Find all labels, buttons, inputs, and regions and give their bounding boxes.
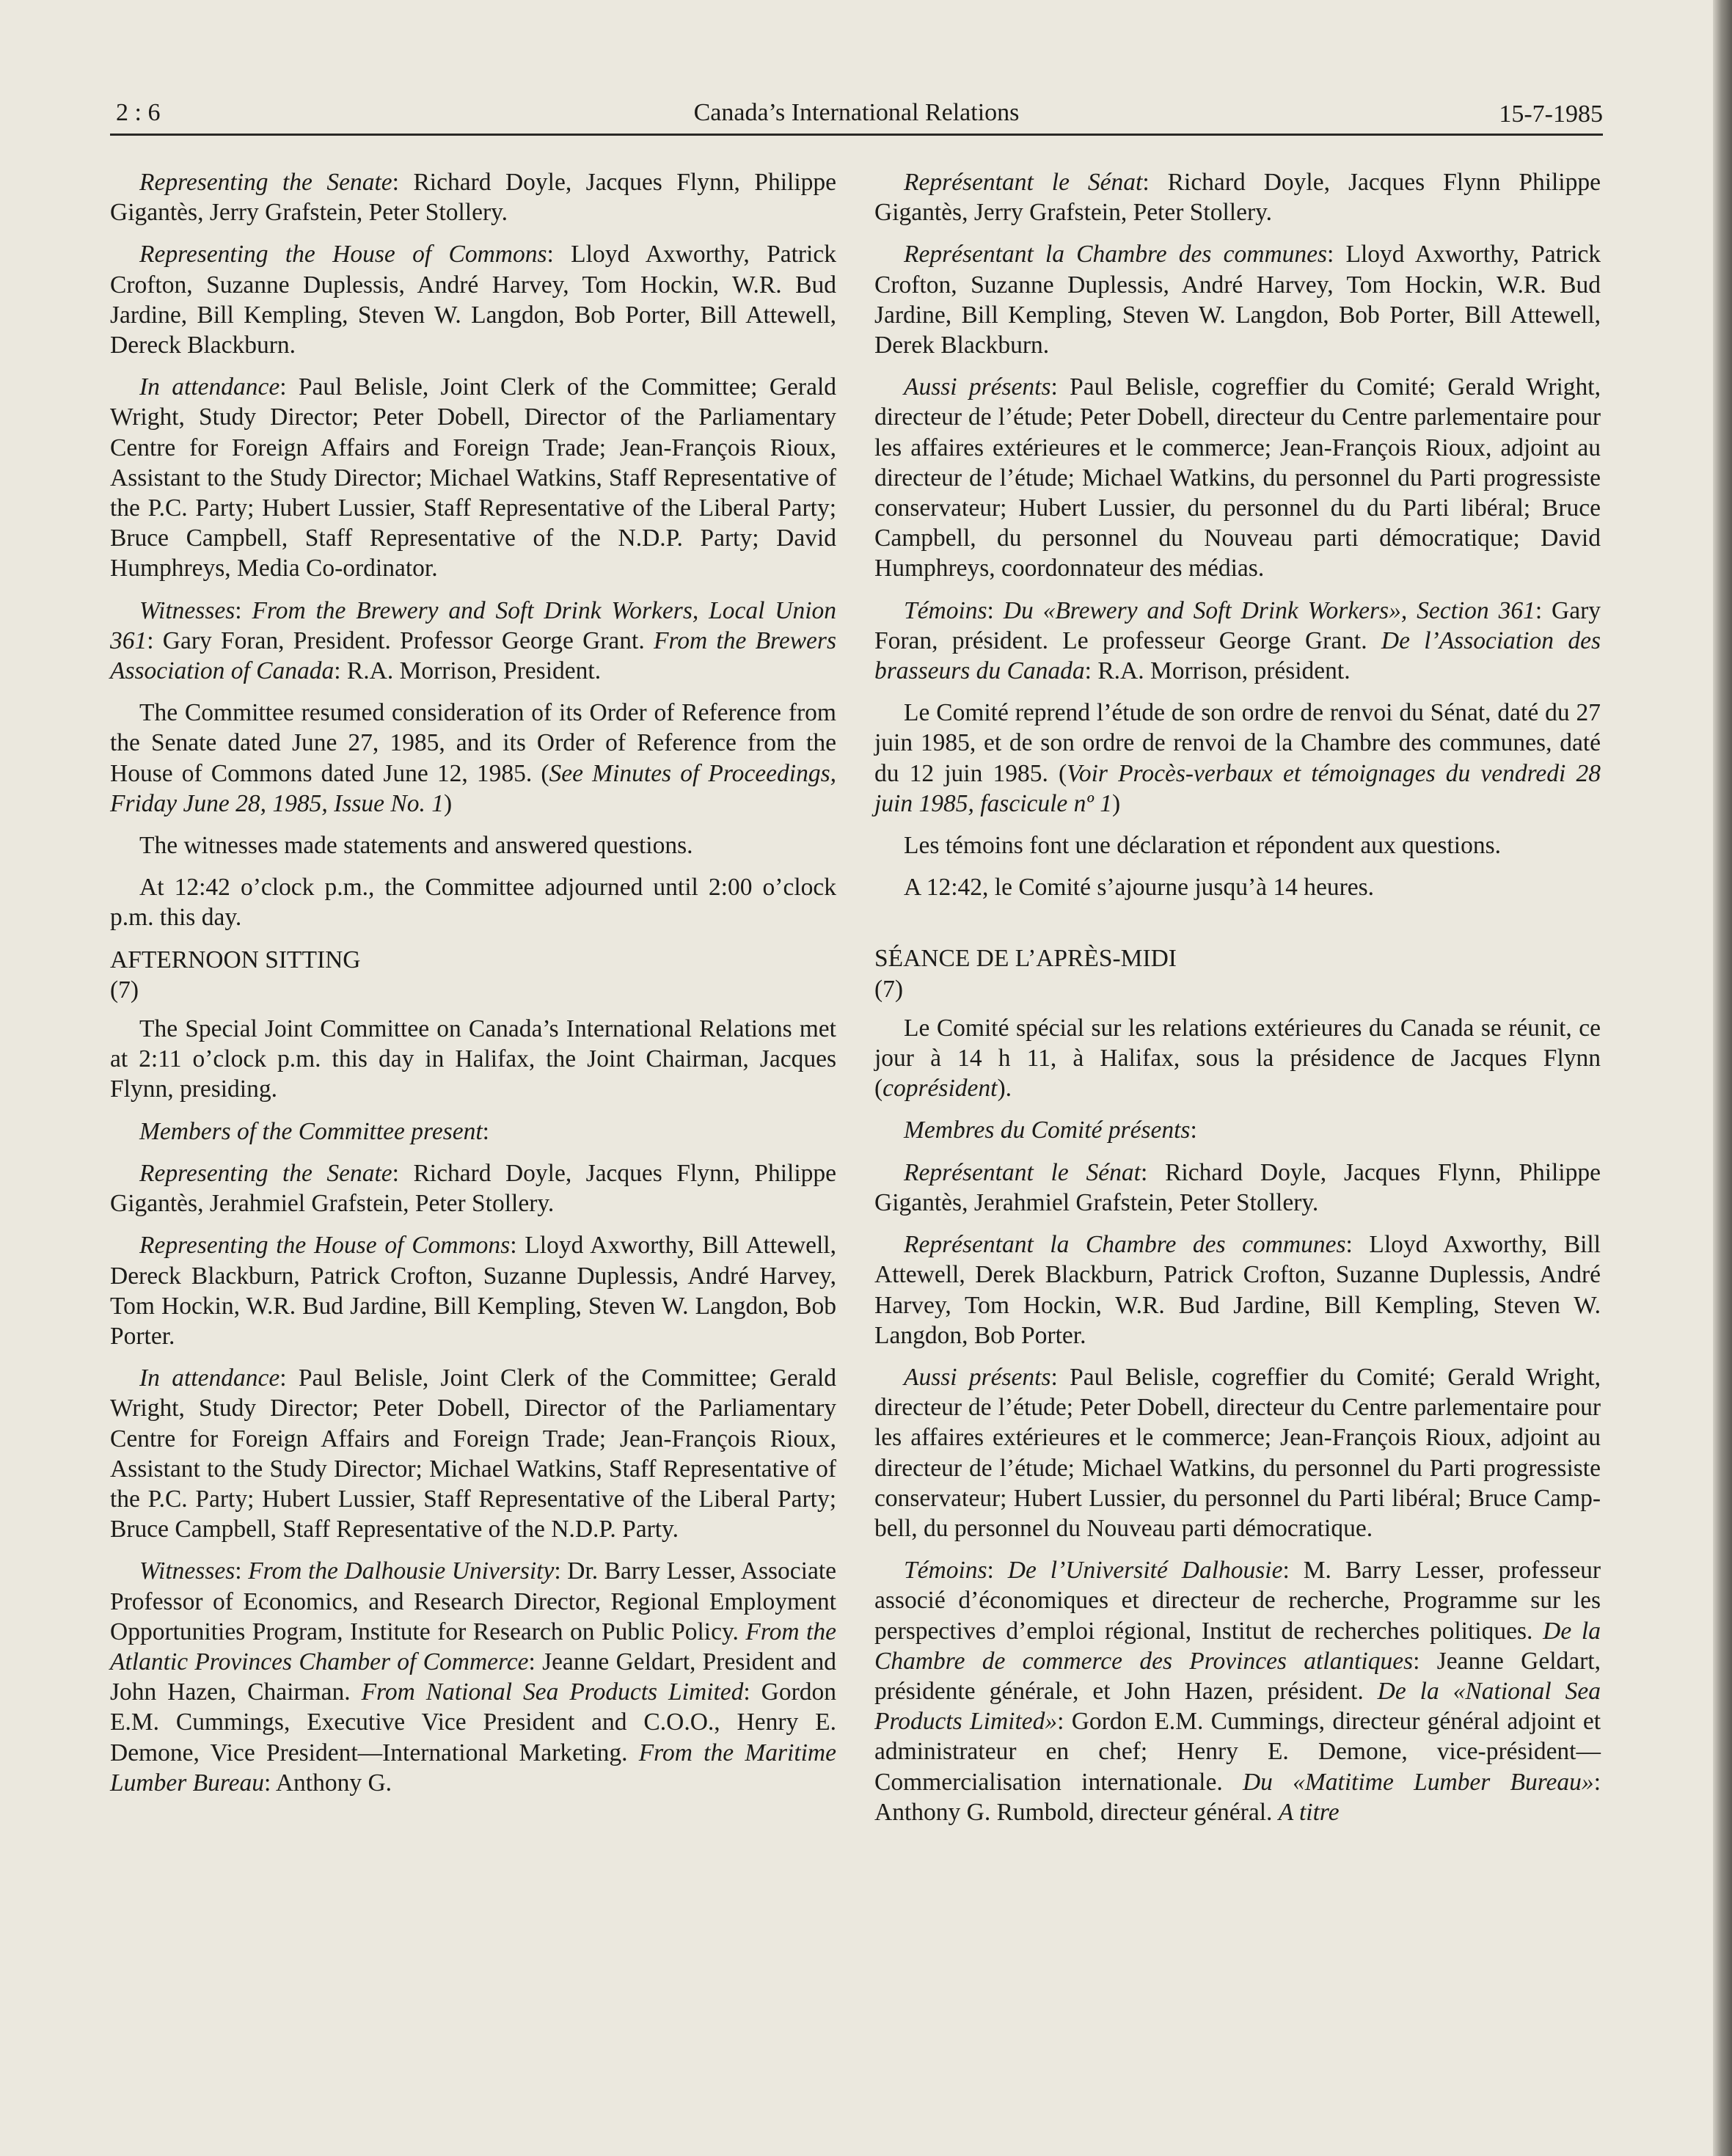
attendance-label: In attendance xyxy=(139,373,280,401)
resumed-text: The Committee resumed consideration of its Order of Reference from the Senate dated June 27, 1985, and its Order of Reference from the House of Commons dated June 12, 1985. ( xyxy=(110,699,836,787)
commons-members-paragraph xyxy=(874,239,1601,360)
senate-members-paragraph xyxy=(110,167,836,227)
witness-org: Du «Matitime Lumber Bureau» xyxy=(1242,1768,1594,1796)
members-present-label: Members of the Committee present xyxy=(139,1117,483,1145)
witnesses-label: Witnesses xyxy=(139,596,235,624)
english-column xyxy=(110,167,836,1810)
witness-org: De l’Université Dalhousie xyxy=(1007,1557,1283,1585)
commons-members-paragraph xyxy=(110,1230,836,1351)
binding-edge xyxy=(1713,0,1732,2156)
witnesses-sep: : xyxy=(987,596,1004,624)
witness-org: From the Brewers Association of Canada xyxy=(110,626,836,685)
witness-org: From the Brewery and Soft Drink Workers, Local Union 361 xyxy=(110,596,836,654)
witness-org: From the Maritime Lumber Bureau xyxy=(110,1739,836,1797)
attendance-list: : Paul Belisle, cogreffier du Comité; Gerald Wright, directeur de l’étude; Peter Dobell, directeur du Centre parlementaire pour les affaires extérieures et le commerce; Jean-François Rioux, adjoint au directeur de l’étude; Michael Watkins, du personnel du Parti progressiste conservateur; Hubert Lussier, du personnel du du Parti libéral; Bruce Campbell, du personnel du Nouveau parti démocratique; David Humphreys, coordonnateur des médias. xyxy=(874,373,1601,582)
statements-paragraph: The witnesses made statements and answered questions. xyxy=(139,832,693,860)
members-present-colon: : xyxy=(482,1117,489,1145)
senate-label: Représentant le Sénat xyxy=(904,169,1143,196)
running-title: Canada’s International Relations xyxy=(693,99,1020,126)
met-paragraph xyxy=(874,1013,1601,1104)
witness-names: : Gary Foran, président. Le professeur George Grant. xyxy=(874,596,1601,654)
senate-members-paragraph xyxy=(874,167,1601,227)
commons-label: Représentant la Chambre des communes xyxy=(904,241,1328,268)
members-present-paragraph xyxy=(874,1115,1601,1145)
witness-names: : Anthony G. xyxy=(263,1769,392,1797)
spacer xyxy=(874,914,1601,943)
attendance-paragraph xyxy=(110,372,836,583)
witness-names: : Jeanne Geldart, President and John Hazen, Chairman. xyxy=(110,1648,837,1706)
met-text-end: ). xyxy=(997,1075,1012,1103)
senate-members: : Richard Doyle, Jacques Flynn, Philippe Gigantès, Jerahmiel Grafstein, Peter Stollery. xyxy=(110,1159,836,1218)
witness-names: : Jeanne Geldart, présidente générale, et John Hazen, président. xyxy=(874,1647,1601,1705)
resumed-end: ) xyxy=(443,789,453,817)
french-column xyxy=(874,167,1601,1839)
members-present-label: Membres du Comité présents xyxy=(904,1117,1191,1144)
witnesses-paragraph xyxy=(110,596,836,687)
witness-org: De la «National Sea Products Limited» xyxy=(874,1677,1601,1736)
afternoon-heading: AFTERNOON SITTING xyxy=(110,946,361,973)
resumed-text: Le Comité reprend l’étude de son ordre de renvoi du Sénat, daté du 27 juin 1985, et de son ordre de renvoi de la Chambre des communes, daté du 12 juin 1985. ( xyxy=(874,699,1601,787)
senate-members-paragraph xyxy=(874,1158,1601,1218)
witness-names: : Gary Foran, President. Professor George Grant. xyxy=(147,626,654,654)
witness-org: De la Chambre de commerce des Provinces atlantiques xyxy=(874,1617,1601,1675)
header-rule xyxy=(110,134,1603,136)
attendance-list: : Paul Belisle, Joint Clerk of the Committee; Gerald Wright, Study Director; Peter Dobell, Director of the Parliamentary Centre for Foreign Affairs and Foreign Trade; Jean-François Rioux, Assistant to the Study Director; Michael Watkins, Staff Representative of the P.C. Party; Hubert Lussier, Staff Representative of the Liberal Party; Bruce Campbell, Staff Representative of the N.D.P. Party. xyxy=(110,1364,836,1543)
witness-names: : Anthony G. Rumbold, directeur général. xyxy=(874,1768,1601,1826)
commons-members-paragraph xyxy=(874,1229,1601,1351)
chair-role: coprésident xyxy=(883,1075,998,1103)
commons-label: Représentant la Chambre des communes xyxy=(904,1231,1346,1259)
witnesses-label: Témoins xyxy=(904,596,987,624)
witness-org: A titre xyxy=(1278,1798,1340,1826)
commons-members: : Lloyd Axworthy, Bill Attewell, Derek Blackburn, Patrick Crofton, Suzanne Duplessis, André Harvey, Tom Hockin, W.R. Bud Jardine, Bill Kempling, Steven W. Langdon, Bob Porter. xyxy=(874,1231,1601,1349)
witness-names: : Dr. Barry Lesser, Associate Professor of Economics, and Research Director, Regional Employment Opportunities Program, Institute for Research on Public Policy. xyxy=(110,1557,837,1645)
commons-members-paragraph xyxy=(110,239,836,360)
witness-names: : R.A. Morrison, President. xyxy=(334,657,602,685)
witness-org: From National Sea Products Limited xyxy=(361,1678,744,1706)
adjourned-paragraph: At 12:42 o’clock p.m., the Committee adjourned until 2:00 o’clock p.m. this day. xyxy=(110,874,836,932)
commons-members: : Lloyd Axworthy, Patrick Crofton, Suzanne Duplessis, André Harvey, Tom Hockin, W.R. Bud Jardine, Bill Kempling, Steven W. Langdon, Bob Porter, Bill Attewell, Derek Blackburn. xyxy=(874,241,1601,359)
witness-org: Du «Brewery and Soft Drink Workers», Section 361 xyxy=(1003,596,1535,624)
senate-members: : Richard Doyle, Jacques Flynn, Philippe Gigantès, Jerry Grafstein, Peter Stollery. xyxy=(110,169,836,227)
statements-paragraph: Les témoins font une déclaration et répondent aux questions. xyxy=(904,832,1502,860)
commons-label: Representing the House of Commons xyxy=(139,241,547,268)
attendance-list: : Paul Belisle, cogreffier du Comité; Gerald Wright, directeur de l’étude; Peter Dobell, directeur du Centre parlementaire pour les affaires extérieures et le commerce; Jean-François Rioux, adjoint au directeur de l’étude; Michael Watkins, du personnel du Parti progressiste conservateur; Hubert Lussier, du personnel du Parti libéral; Bruce Camp-bell, du personnel du Nouveau parti démocratique. xyxy=(874,1363,1601,1542)
attendance-label: Aussi présents xyxy=(904,373,1051,401)
senate-members-paragraph xyxy=(110,1158,836,1218)
sitting-number: (7) xyxy=(874,975,904,1003)
commons-members: : Lloyd Axworthy, Patrick Crofton, Suzanne Duplessis, André Harvey, Tom Hockin, W.R. Bud Jardine, Bill Kempling, Steven W. Langdon, Bob Porter, Bill Attewell, Dereck Blackburn. xyxy=(110,241,836,359)
witness-names: : R.A. Morrison, président. xyxy=(1084,657,1351,685)
commons-label: Representing the House of Commons xyxy=(139,1232,511,1260)
page-header xyxy=(110,99,1603,134)
met-text: Le Comité spécial sur les relations extérieures du Canada se réunit, ce jour à 14 h 11, à Halifax, sous la présidence de Jacques Flynn ( xyxy=(874,1014,1601,1103)
senate-members: : Richard Doyle, Jacques Flynn Philippe Gigantès, Jerry Grafstein, Peter Stollery. xyxy=(874,169,1601,227)
witnesses-sep: : xyxy=(235,1557,249,1585)
witness-org: From the Atlantic Provinces Chamber of Commerce xyxy=(110,1618,836,1676)
witness-names: : M. Barry Lesser, professeur associé d’économiques et directeur de recherche, Programme sur les perspectives d’emploi régional, Institut de recherches politiques. xyxy=(874,1557,1601,1645)
attendance-paragraph xyxy=(874,372,1601,583)
attendance-label: In attendance xyxy=(139,1364,280,1392)
attendance-paragraph xyxy=(110,1363,836,1544)
resumed-paragraph xyxy=(874,698,1601,819)
witnesses-label: Witnesses xyxy=(139,1557,235,1585)
members-present-paragraph xyxy=(110,1117,836,1147)
senate-members: : Richard Doyle, Jacques Flynn, Philippe Gigantès, Jerahmiel Grafstein, Peter Stollery. xyxy=(874,1158,1601,1216)
witness-org: From the Dalhousie University xyxy=(248,1557,555,1585)
senate-label: Representing the Senate xyxy=(139,169,392,196)
resumed-end: ) xyxy=(1111,789,1121,817)
senate-label: Représentant le Sénat xyxy=(904,1158,1141,1186)
attendance-label: Aussi présents xyxy=(904,1363,1051,1391)
witness-names: : Gordon E.M. Cummings, Executive Vice President and C.O.O., Henry E. Demone, Vice President—International Marketing. xyxy=(110,1678,836,1766)
attendance-paragraph xyxy=(874,1362,1601,1543)
witness-names: : Gordon E.M. Cummings, directeur général adjoint et administrateur en chef; Henry E. Demone, vice-président— Commercialisation internationale. xyxy=(874,1708,1601,1796)
witnesses-label: Témoins xyxy=(904,1557,987,1585)
page-date: 15-7-1985 xyxy=(1499,101,1603,128)
attendance-list: : Paul Belisle, Joint Clerk of the Committee; Gerald Wright, Study Director; Peter Dobell, Director of the Parliamentary Centre for Foreign Affairs and Foreign Trade; Jean-François Rioux, Assistant to the Study Director; Michael Watkins, Staff Representative of the P.C. Party; Hubert Lussier, Staff Representative of the Liberal Party; Bruce Campbell, Staff Representative of the N.D.P. Party; David Humphreys, Media Co-ordinator. xyxy=(110,373,836,582)
met-paragraph: The Special Joint Committee on Canada’s International Relations met at 2:11 o’clock p.m. this day in Halifax, the Joint Chairman, Jacques Flynn, presiding. xyxy=(110,1015,836,1103)
commons-members: : Lloyd Axworthy, Bill Attewell, Dereck Blackburn, Patrick Crofton, Suzanne Duplessis, André Harvey, Tom Hockin, W.R. Bud Jardine, Bill Kempling, Steven W. Langdon, Bob Porter. xyxy=(110,1232,836,1350)
page-number: 2 : 6 xyxy=(116,99,161,126)
witnesses-sep: : xyxy=(235,596,252,624)
resumed-reference: See Minutes of Proceedings, Friday June 28, 1985, Issue No. 1 xyxy=(110,759,836,817)
witnesses-paragraph xyxy=(110,1556,836,1798)
witnesses-paragraph xyxy=(874,596,1601,687)
adjourned-paragraph: A 12:42, le Comité s’ajourne jusqu’à 14 heures. xyxy=(904,874,1375,902)
witness-org: De l’Association des brasseurs du Canada xyxy=(874,626,1601,685)
resumed-paragraph xyxy=(110,698,836,819)
afternoon-heading: SÉANCE DE L’APRÈS-MIDI xyxy=(874,945,1177,973)
members-present-colon: : xyxy=(1190,1117,1197,1144)
witnesses-paragraph xyxy=(874,1555,1601,1827)
resumed-reference: Voir Procès-verbaux et témoignages du vendredi 28 juin 1985, fascicule nº 1 xyxy=(874,759,1601,817)
senate-label: Representing the Senate xyxy=(139,1159,392,1187)
sitting-number: (7) xyxy=(110,976,139,1004)
witnesses-sep: : xyxy=(987,1557,1008,1585)
